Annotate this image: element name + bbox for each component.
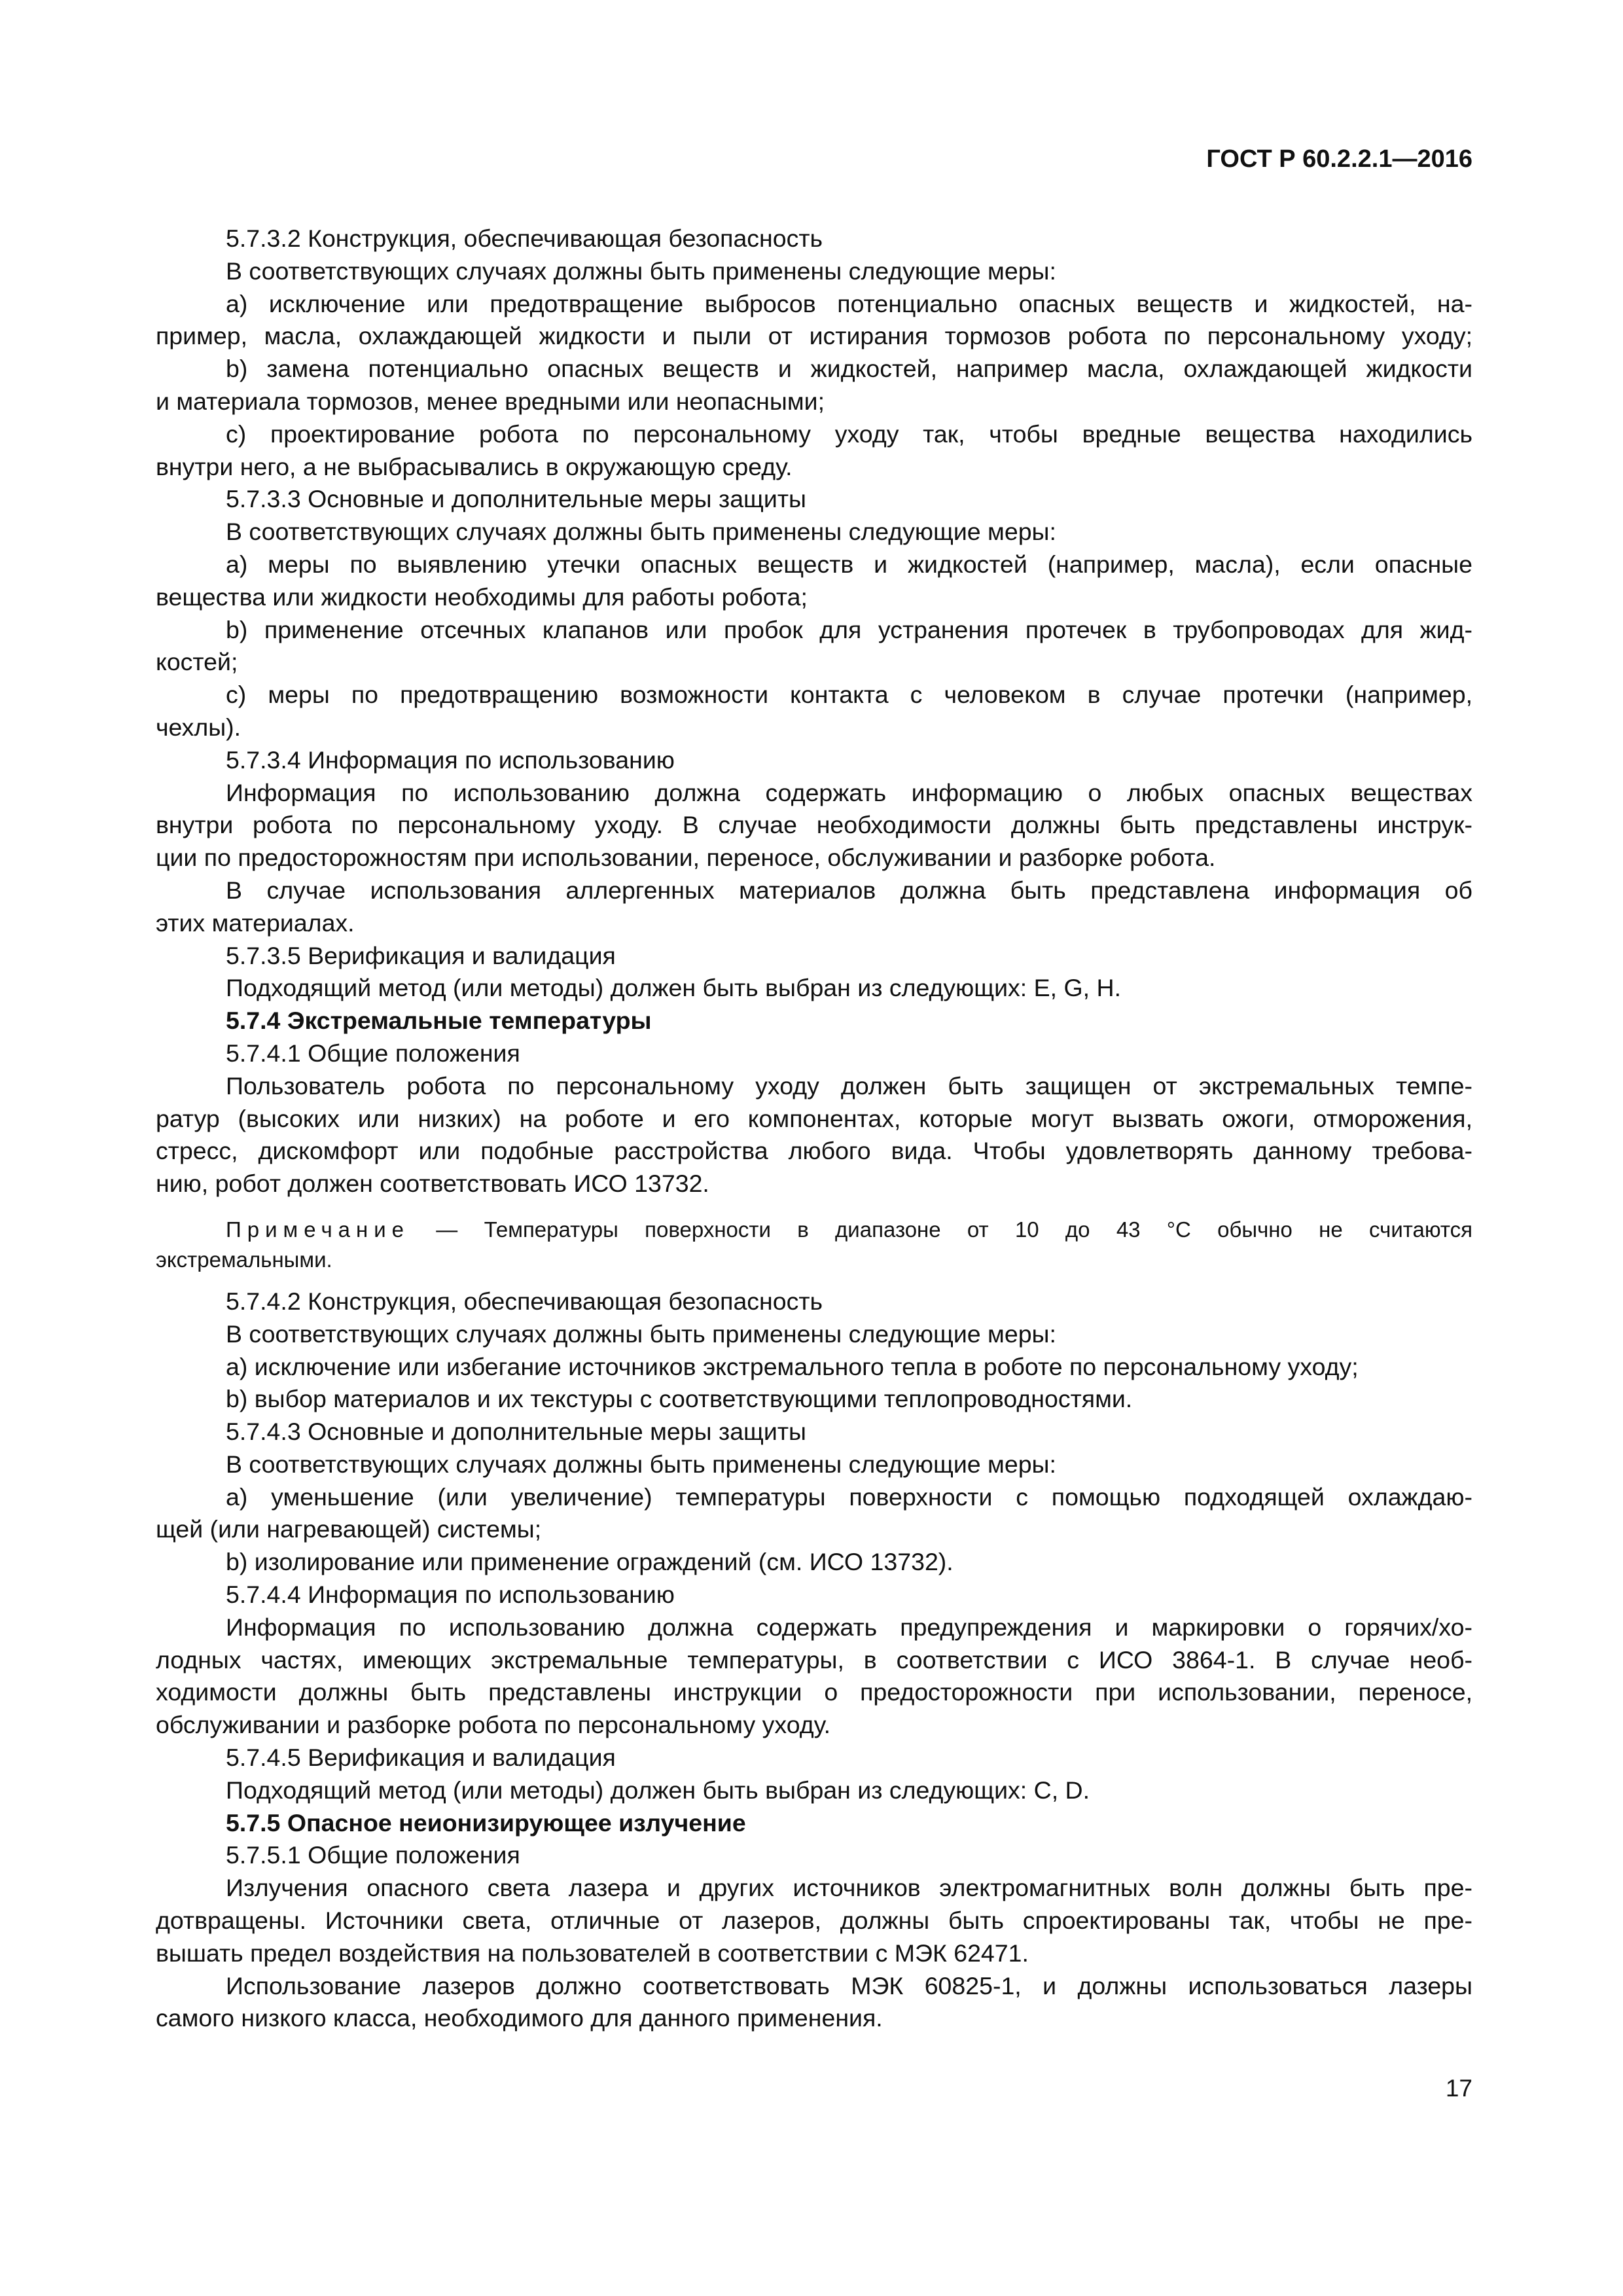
subsection-heading: 5.7.4.4 Информация по использованию	[226, 1581, 675, 1609]
paragraph-line: обслуживании и разборке робота по персональному уходу.	[156, 1711, 831, 1739]
subsection-heading: 5.7.4.3 Основные и дополнительные меры защиты	[226, 1418, 806, 1446]
section-heading: 5.7.5 Опасное неионизирующее излучение	[226, 1808, 746, 1837]
list-item-line: а) уменьшение (или увеличение) температуры поверхности с помощью подходящей охлаждаю-	[226, 1482, 1472, 1511]
paragraph-line: Пользователь робота по персональному уходу должен быть защищен от экстремальных темпе-	[226, 1071, 1472, 1100]
list-item-line: чехлы).	[156, 713, 241, 741]
paragraph-line: Информация по использованию должна содержать предупреждения и маркировки о горячих/хо-	[226, 1613, 1472, 1641]
list-item-line: вещества или жидкости необходимы для работы робота;	[156, 583, 808, 611]
paragraph-line: этих материалах.	[156, 908, 355, 937]
list-item-line: а) исключение или избегание источников экстремального тепла в роботе по персональному уходу;	[226, 1352, 1359, 1380]
subsection-heading: 5.7.3.2 Конструкция, обеспечивающая безопасность	[226, 224, 823, 252]
subsection-heading: 5.7.3.5 Верификация и валидация	[226, 941, 616, 969]
paragraph-line: Подходящий метод (или методы) должен быть выбран из следующих: C, D.	[226, 1776, 1090, 1804]
paragraph-line: лодных частях, имеющих экстремальные температуры, в соответствии с ИСО 3864-1. В случае необ-	[156, 1645, 1472, 1674]
list-item-line: а) исключение или предотвращение выбросов потенциально опасных веществ и жидкостей, на-	[226, 289, 1472, 317]
paragraph-line: ходимости должны быть представлены инструкции о предосторожности при использовании, переносе,	[156, 1678, 1472, 1706]
subsection-heading: 5.7.3.3 Основные и дополнительные меры защиты	[226, 485, 806, 513]
list-item-line: костей;	[156, 648, 238, 676]
list-item-line: пример, масла, охлаждающей жидкости и пыли от истирания тормозов робота по персональному уходу;	[156, 322, 1472, 350]
page-number: 17	[1445, 2075, 1472, 2102]
paragraph-line: самого низкого класса, необходимого для данного применения.	[156, 2004, 883, 2032]
paragraph-line: В соответствующих случаях должны быть применены следующие меры:	[226, 1450, 1056, 1478]
paragraph-line: Использование лазеров должно соответствовать МЭК 60825-1, и должны использоваться лазеры	[226, 1971, 1472, 2000]
note-line	[156, 1215, 1472, 1245]
paragraph-line: В соответствующих случаях должны быть применены следующие меры:	[226, 257, 1056, 285]
list-item-line: щей (или нагревающей) системы;	[156, 1515, 542, 1543]
subsection-heading: 5.7.4.2 Конструкция, обеспечивающая безопасность	[226, 1287, 823, 1315]
list-item-line: b) замена потенциально опасных веществ и жидкостей, например масла, охлаждающей жидкости	[226, 355, 1472, 383]
subsection-heading: 5.7.5.1 Общие положения	[226, 1841, 520, 1869]
note-line: экстремальными.	[156, 1247, 332, 1272]
paragraph-line: внутри робота по персональному уходу. В случае необходимости должны быть представлены инструк-	[156, 811, 1472, 839]
subsection-heading: 5.7.3.4 Информация по использованию	[226, 745, 675, 774]
paragraph-line: В соответствующих случаях должны быть применены следующие меры:	[226, 518, 1056, 546]
list-item-line: с) проектирование робота по персональному уходу так, чтобы вредные вещества находились	[226, 420, 1472, 448]
standard-code-header: ГОСТ Р 60.2.2.1—2016	[1206, 145, 1472, 173]
list-item-line: b) применение отсечных клапанов или пробок для устранения протечек в трубопроводах для жид-	[226, 615, 1472, 643]
list-item-line: с) меры по предотвращению возможности контакта с человеком в случае протечки (например,	[226, 681, 1472, 709]
list-item-line: b) выбор материалов и их текстуры с соответствующими теплопроводностями.	[226, 1385, 1133, 1413]
document-body	[156, 223, 1472, 2035]
paragraph-line: стресс, дискомфорт или подобные расстройства любого вида. Чтобы удовлетворять данному требова-	[156, 1137, 1472, 1165]
subsection-heading: 5.7.4.5 Верификация и валидация	[226, 1744, 616, 1772]
paragraph-line: В соответствующих случаях должны быть применены следующие меры:	[226, 1319, 1056, 1348]
list-item-line: и материала тормозов, менее вредными или неопасными;	[156, 387, 825, 415]
list-item-line: b) изолирование или применение ограждений (см. ИСО 13732).	[226, 1548, 954, 1576]
paragraph-line: Излучения опасного света лазера и других источников электромагнитных волн должны быть пре-	[226, 1874, 1472, 1902]
paragraph-line: дотвращены. Источники света, отличные от лазеров, должны быть спроектированы так, чтобы не пре-	[156, 1907, 1472, 1935]
list-item-line: а) меры по выявлению утечки опасных веществ и жидкостей (например, масла), если опасные	[226, 550, 1472, 578]
paragraph-line: ратур (высоких или низких) на роботе и его компонентах, которые могут вызвать ожоги, отморожения,	[156, 1104, 1472, 1132]
paragraph-line: вышать предел воздействия на пользователей в соответствии с МЭК 62471.	[156, 1939, 1029, 1967]
paragraph-line: Подходящий метод (или методы) должен быть выбран из следующих: E, G, H.	[226, 974, 1121, 1002]
section-heading: 5.7.4 Экстремальные температуры	[226, 1007, 652, 1035]
paragraph-line: нию, робот должен соответствовать ИСО 13732.	[156, 1170, 709, 1198]
note-dash: —	[410, 1217, 484, 1242]
note-text: Температуры поверхности в диапазоне от 10 до 43 °С обычно не считаются	[484, 1217, 1472, 1242]
note-block	[156, 1215, 1472, 1275]
paragraph-line: В случае использования аллергенных материалов должна быть представлена информация об	[226, 876, 1472, 904]
note-label: Примечание	[226, 1217, 410, 1242]
list-item-line: внутри него, а не выбрасывались в окружающую среду.	[156, 452, 793, 480]
paragraph-line: ции по предосторожностям при использовании, переносе, обслуживании и разборке робота.	[156, 844, 1216, 872]
paragraph-line: Информация по использованию должна содержать информацию о любых опасных веществах	[226, 778, 1472, 806]
subsection-heading: 5.7.4.1 Общие положения	[226, 1039, 520, 1067]
